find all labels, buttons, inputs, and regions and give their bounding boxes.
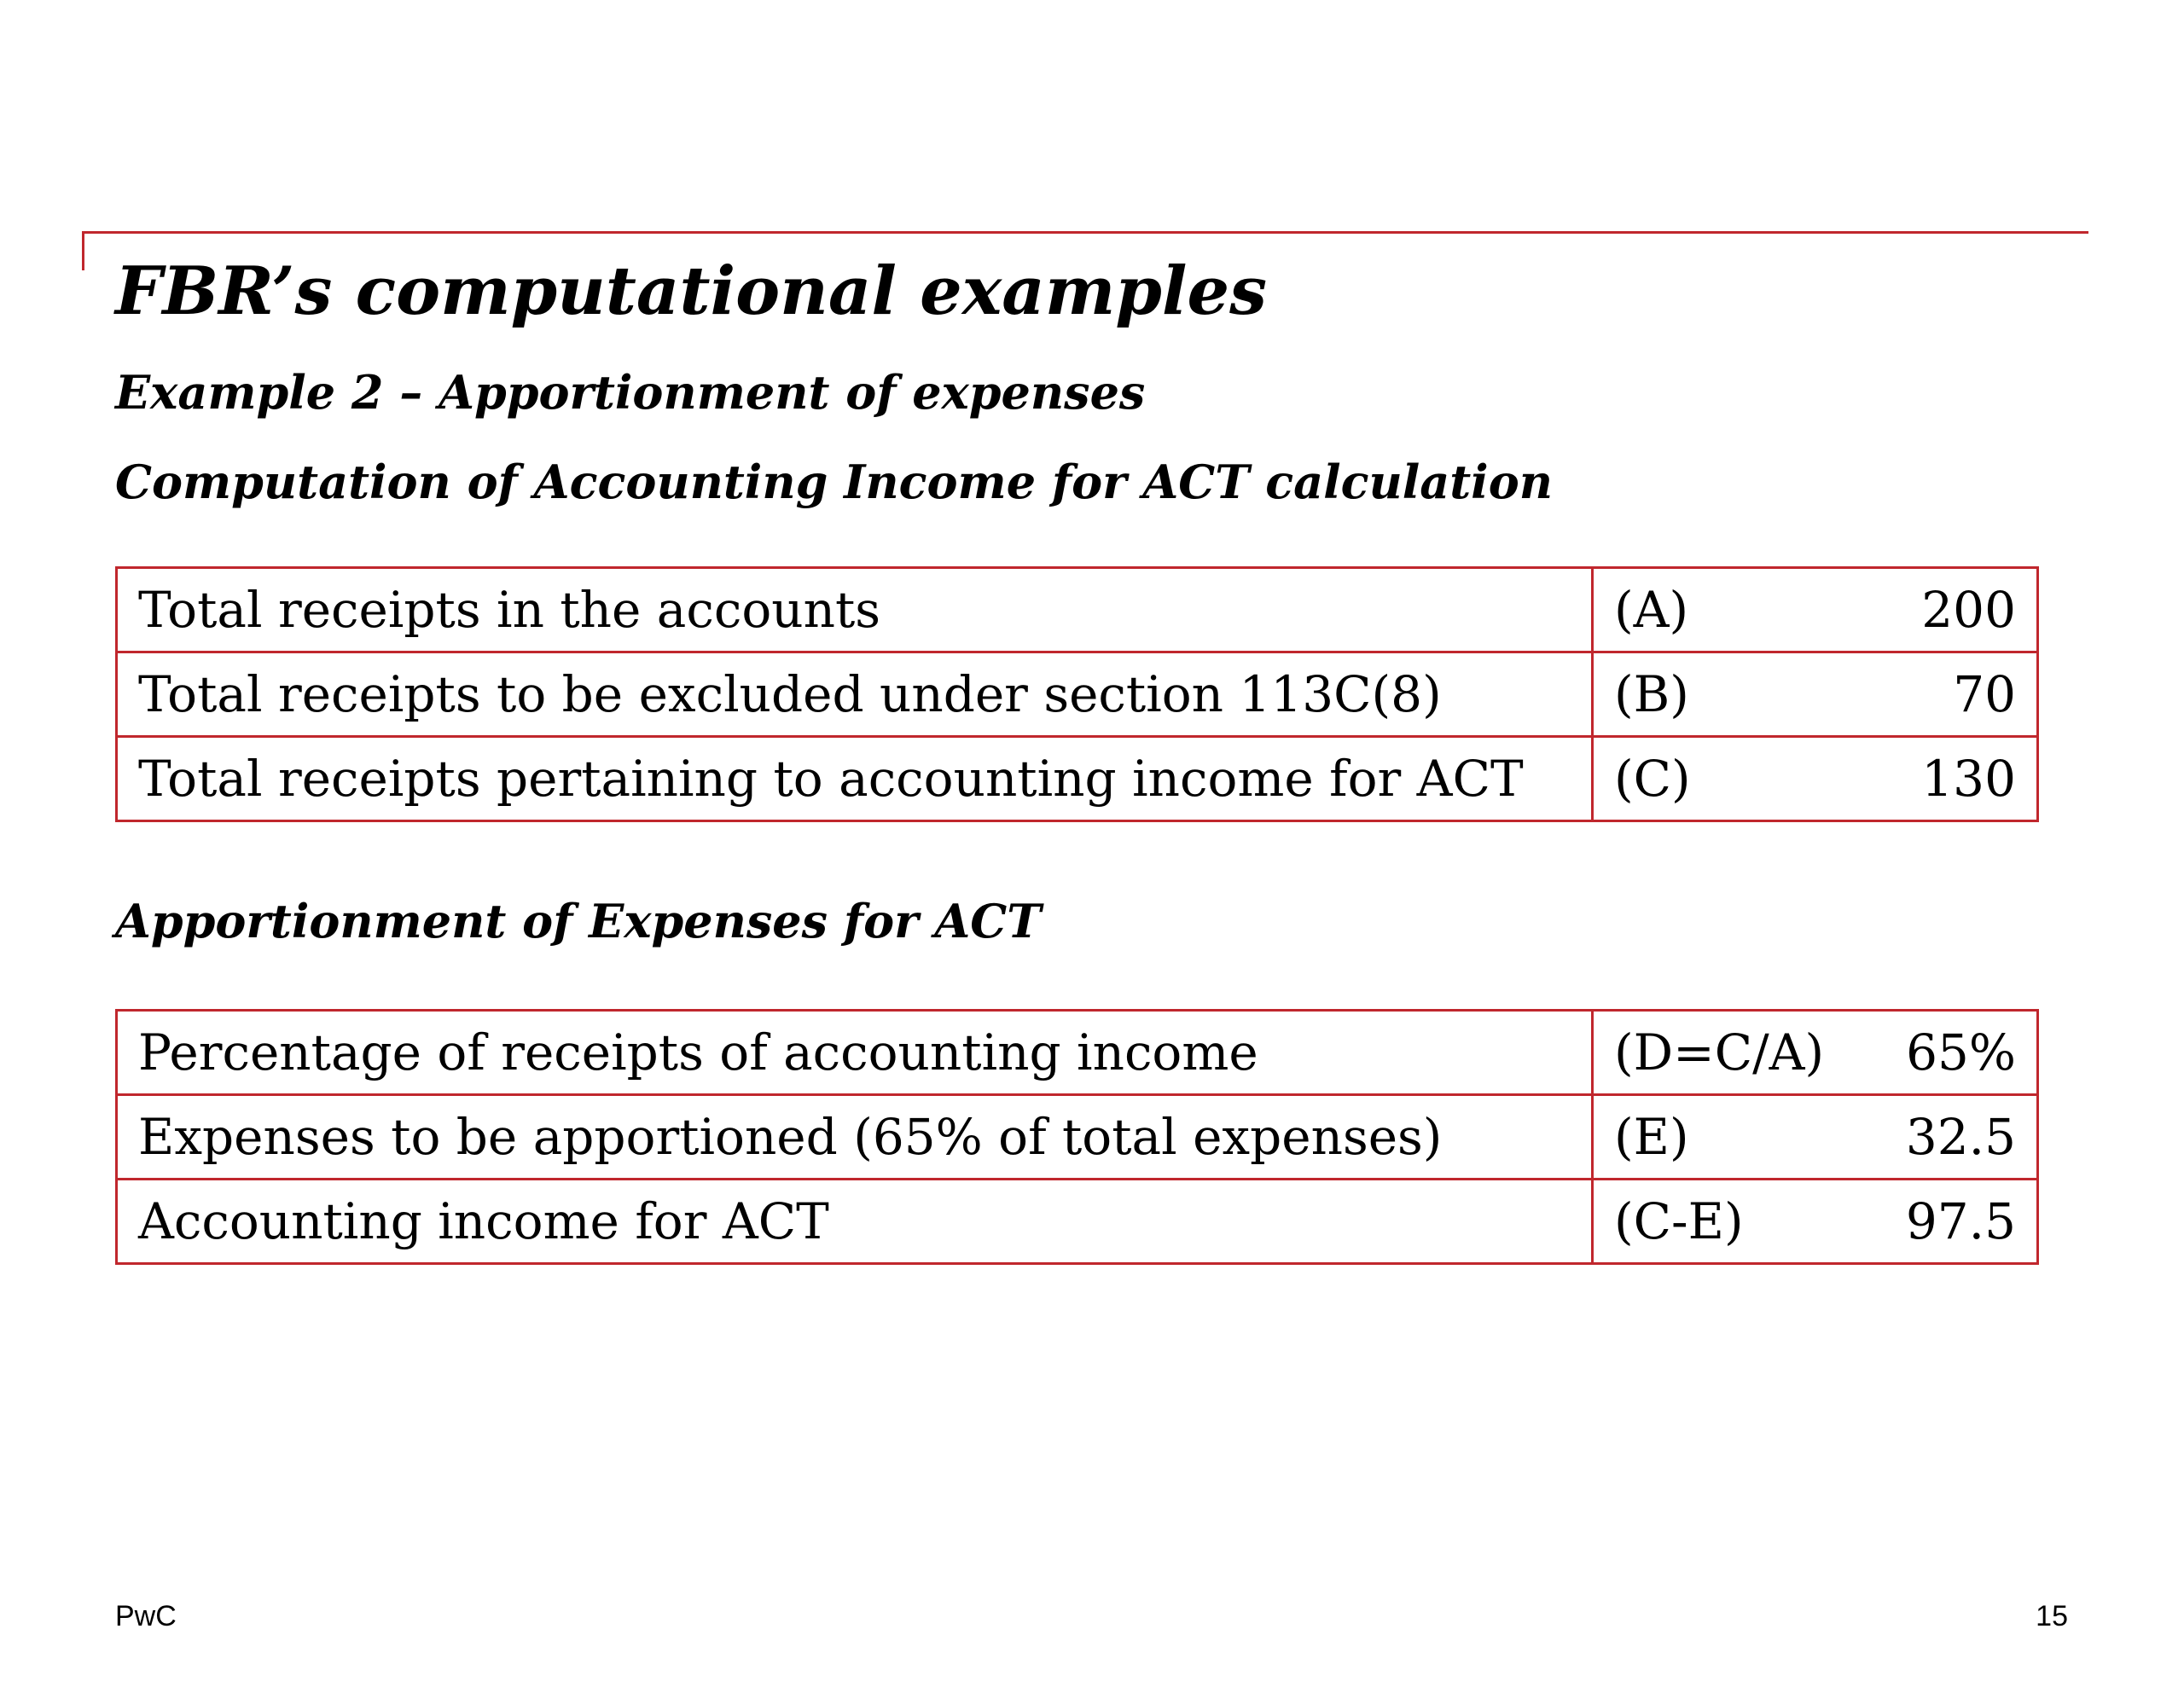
row-description: Percentage of receipts of accounting income: [117, 1011, 1593, 1095]
table-row: [117, 568, 2038, 652]
table-row: [117, 737, 2038, 821]
row-value: 97.5: [1905, 1192, 2016, 1250]
row-description: Accounting income for ACT: [117, 1180, 1593, 1264]
row-reference: (D=C/A): [1614, 1023, 1825, 1081]
row-description: Total receipts in the accounts: [117, 568, 1593, 652]
table-row: [117, 1180, 2038, 1264]
row-reference: (B): [1614, 665, 1689, 723]
header-rule-tick: [82, 231, 84, 270]
row-reference: (E): [1614, 1108, 1689, 1166]
row-ref-cell: [1593, 737, 2038, 821]
row-value: 70: [1953, 665, 2016, 723]
table-row: [117, 1095, 2038, 1180]
row-description: Expenses to be apportioned (65% of total expenses): [117, 1095, 1593, 1180]
header-rule: [82, 231, 2088, 234]
apportionment-heading: Apportionment of Expenses for ACT: [115, 894, 1042, 948]
footer-brand: PwC: [115, 1600, 177, 1632]
page-number: 15: [2036, 1600, 2068, 1632]
table-row: [117, 1011, 2038, 1095]
row-ref-cell: [1593, 652, 2038, 737]
computation-heading: Computation of Accounting Income for ACT calculation: [115, 455, 1553, 509]
row-reference: (C): [1614, 750, 1691, 808]
row-ref-cell: [1593, 568, 2038, 652]
row-reference: (C-E): [1614, 1192, 1744, 1250]
row-value: 65%: [1906, 1023, 2016, 1081]
row-description: Total receipts to be excluded under section 113C(8): [117, 652, 1593, 737]
row-ref-cell: [1593, 1011, 2038, 1095]
row-ref-cell: [1593, 1095, 2038, 1180]
computation-table: [115, 566, 2039, 822]
apportionment-table: [115, 1009, 2039, 1265]
slide-title: FBR’s computational examples: [115, 252, 1268, 330]
row-ref-cell: [1593, 1180, 2038, 1264]
row-description: Total receipts pertaining to accounting income for ACT: [117, 737, 1593, 821]
row-value: 130: [1921, 750, 2016, 808]
row-value: 200: [1921, 581, 2016, 639]
row-value: 32.5: [1905, 1108, 2016, 1166]
example-heading: Example 2 – Apportionment of expenses: [115, 365, 1146, 420]
table-row: [117, 652, 2038, 737]
row-reference: (A): [1614, 581, 1689, 639]
